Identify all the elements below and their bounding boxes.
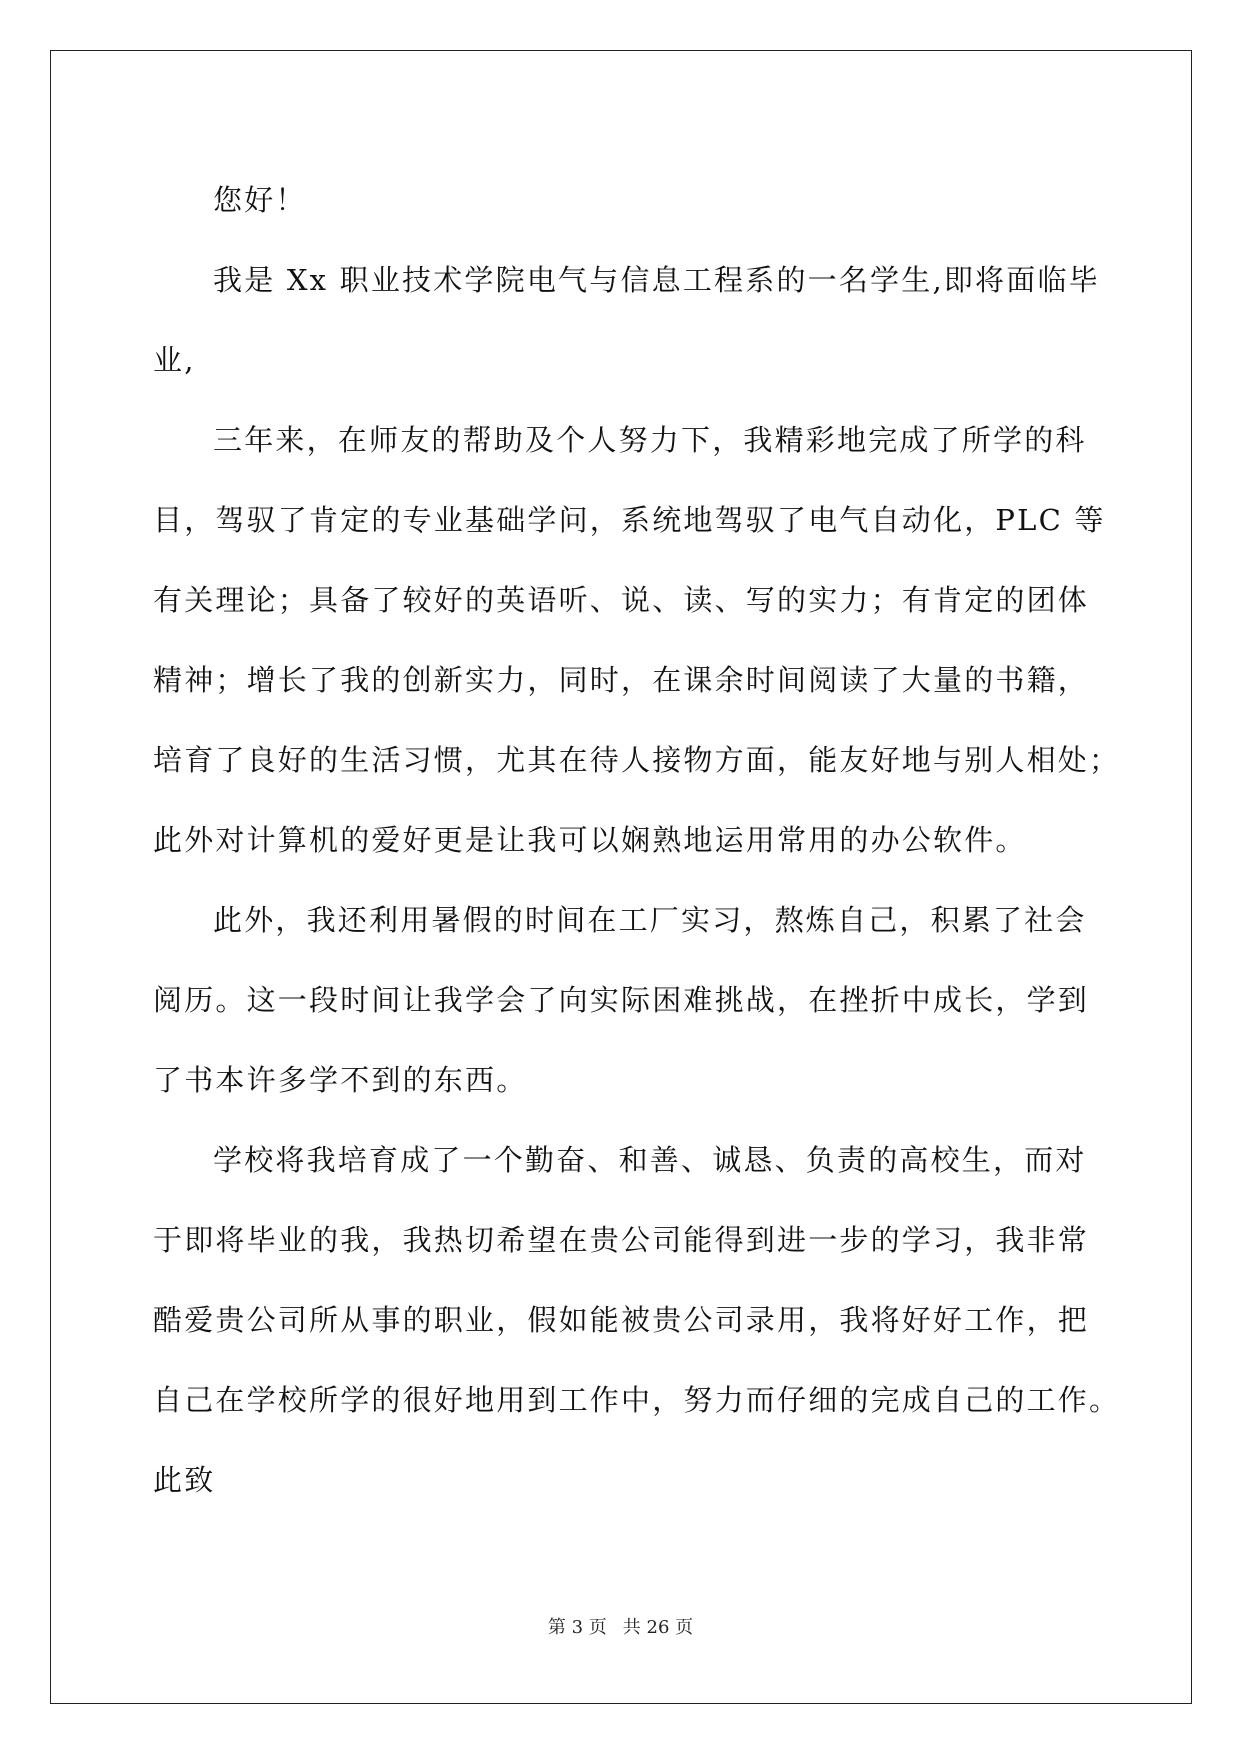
text-line: 我是 Xx 职业技术学院电气与信息工程系的一名学生,即将面临毕 (213, 263, 1100, 297)
letter-body (153, 160, 1121, 1520)
text-line: 于即将毕业的我，我热切希望在贵公司能得到进一步的学习，我非常 (153, 1223, 1090, 1257)
text-line: 精神；增长了我的创新实力，同时，在课余时间阅读了大量的书籍， (153, 663, 1090, 697)
greeting: 您好！ (213, 183, 307, 217)
text-line: 自己在学校所学的很好地用到工作中，努力而仔细的完成自己的工作。 (153, 1383, 1121, 1417)
text-line: 阅历。这一段时间让我学会了向实际困难挑战，在挫折中成长，学到 (153, 983, 1090, 1017)
text-line: 业, (153, 343, 196, 377)
closing: 此致 (153, 1463, 216, 1497)
text-line: 此外对计算机的爱好更是让我可以娴熟地运用常用的办公软件。 (153, 823, 1027, 857)
page-footer (0, 1613, 1241, 1639)
paragraph-2 (153, 400, 1121, 880)
text-line: 此外，我还利用暑假的时间在工厂实习，熬炼自己，积累了社会 (213, 903, 1087, 937)
text-line: 了书本许多学不到的东西。 (153, 1063, 528, 1097)
page-number: 第 3 页 (547, 1617, 607, 1638)
paragraph-3 (153, 880, 1088, 1120)
paragraph-1 (153, 240, 1100, 400)
paragraph-4 (153, 1120, 1121, 1440)
text-line: 三年来，在师友的帮助及个人努力下，我精彩地完成了所学的科 (213, 423, 1087, 457)
text-line: 学校将我培育成了一个勤奋、和善、诚恳、负责的高校生，而对 (213, 1143, 1087, 1177)
text-line: 培育了良好的生活习惯，尤其在待人接物方面，能友好地与别人相处； (153, 743, 1121, 777)
text-line: 有关理论；具备了较好的英语听、说、读、写的实力；有肯定的团体 (153, 583, 1090, 617)
text-line: 目，驾驭了肯定的专业基础学问，系统地驾驭了电气自动化，PLC 等 (153, 503, 1106, 537)
total-pages: 共 26 页 (622, 1617, 694, 1638)
text-line: 酷爱贵公司所从事的职业，假如能被贵公司录用，我将好好工作，把 (153, 1303, 1090, 1337)
